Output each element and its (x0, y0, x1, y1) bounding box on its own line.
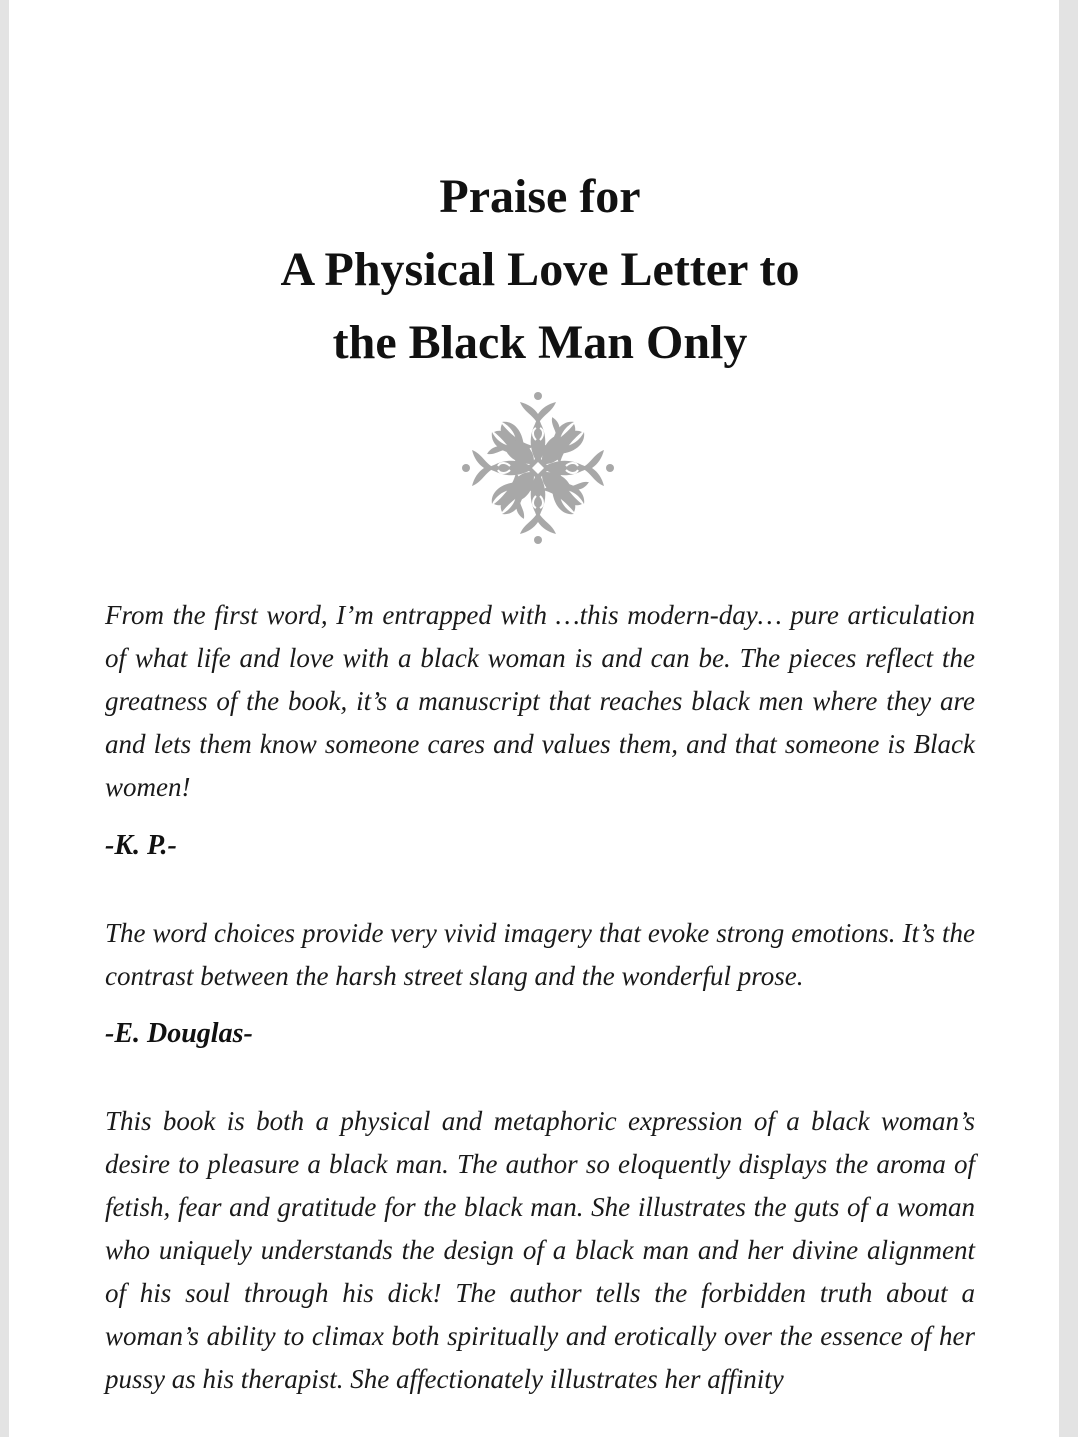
book-page (9, 0, 1059, 1437)
floral-ornament-icon (458, 390, 618, 546)
title-line-1: Praise for (439, 170, 641, 223)
title-line-2: A Physical Love Letter to (280, 243, 800, 296)
review-attribution-2: -E. Douglas- (105, 1018, 253, 1049)
review-attribution-1: -K. P.- (105, 830, 177, 861)
review-quote-2: The word choices provide very vivid imagery that evoke strong emotions. It’s the contrast between the harsh street slang and the wonderful prose. (105, 918, 975, 991)
review-quote-3: This book is both a physical and metaphoric expression of a black woman’s desire to pleasure a black man. The author so eloquently displays the aroma of fetish, fear and gratitude for the black man. She illustrates the guts of a woman who uniquely understands the design of a black man and her divine alignment of his soul through his dick! The author tells the forbidden truth about a woman’s ability to climax both spiritually and erotically over the essence of her pussy as his therapist. She affectionately illustrates her affinity (105, 1106, 975, 1394)
review-quote-1: From the first word, I’m entrapped with …this modern-day… pure articulation of what life and love with a black woman is and can be. The pieces reflect the greatness of the book, it’s a manuscript that reaches black men where they are and lets them know someone cares and values them, and that someone is Black women! (105, 600, 975, 802)
page-title (9, 160, 1059, 379)
title-line-3: the Black Man Only (332, 316, 748, 369)
